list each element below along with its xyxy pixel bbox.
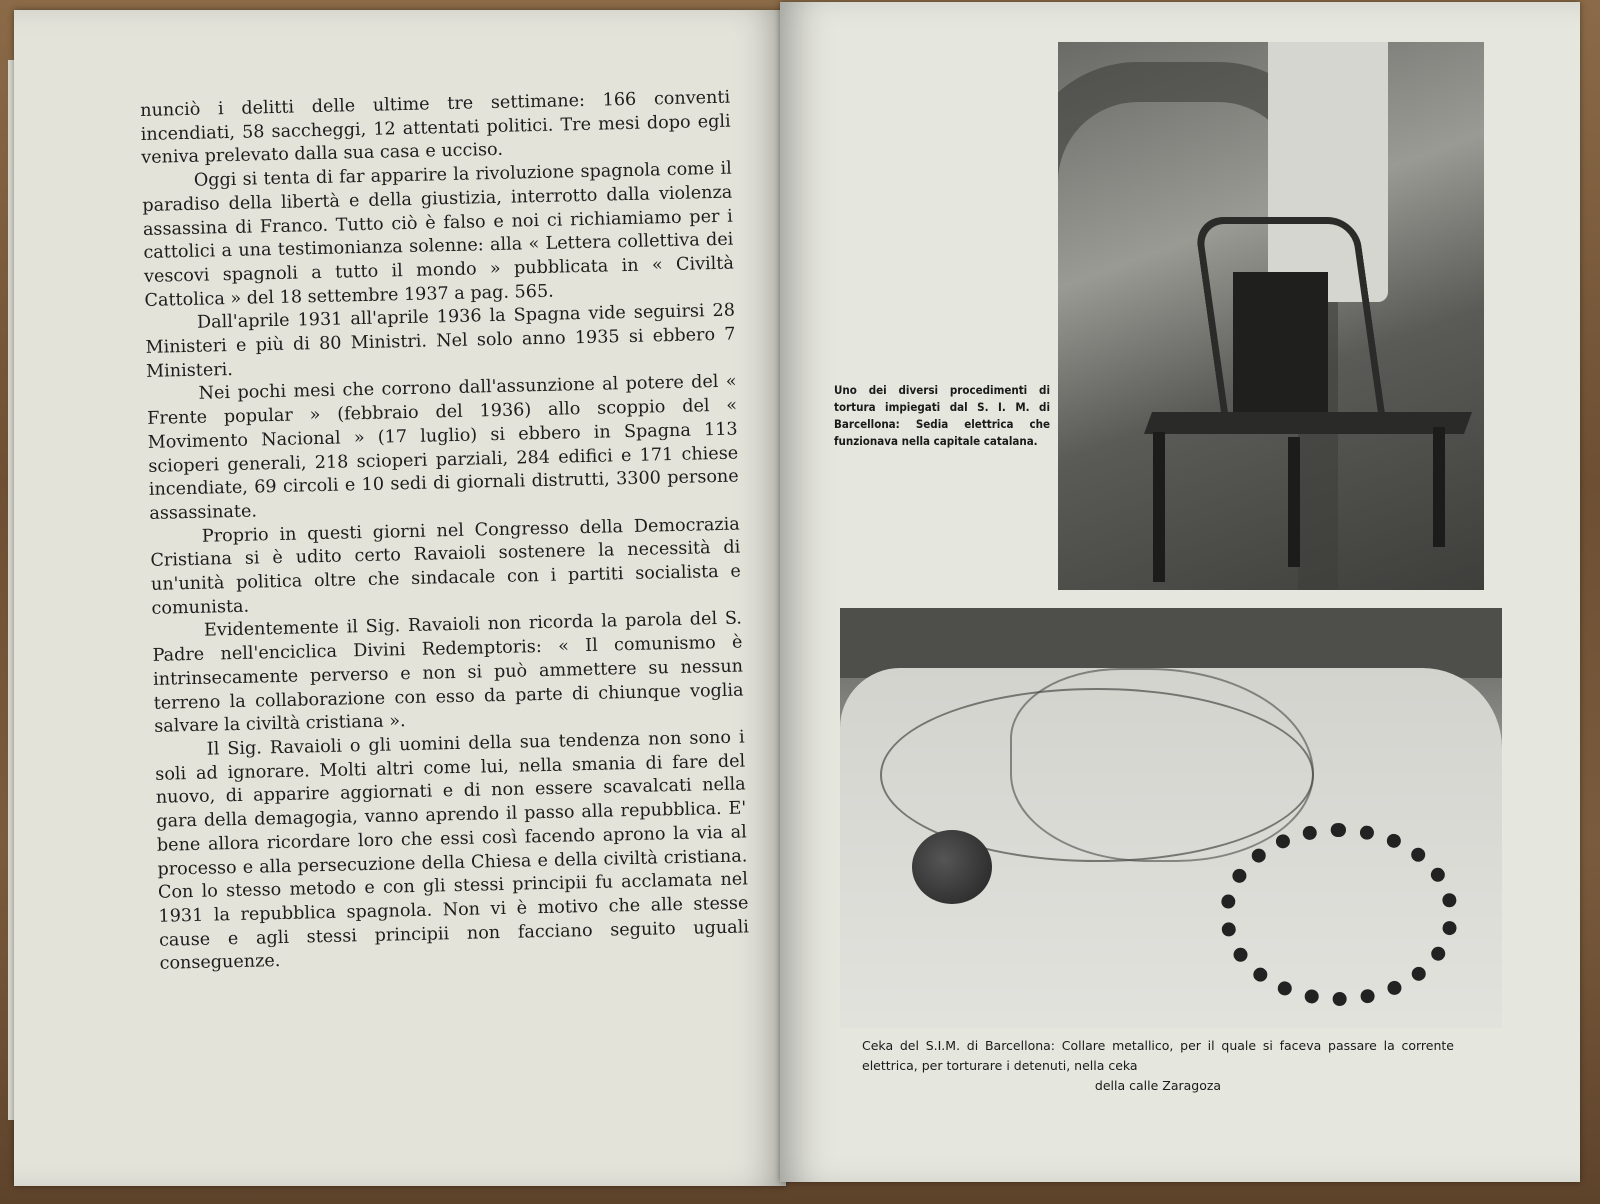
paragraph: Proprio in questi giorni nel Congresso della Democrazia Cristiana si è udito certo Ravaioli sostenere la necessità di un'unità politica oltre che sindacale con i partiti socialista e comunista. — [150, 514, 742, 619]
caption-2-main: Ceka del S.I.M. di Barcellona: Collare metallico, per il quale si faceva passare la corrente elettrica, per torturare i detenuti, nella ceka — [862, 1038, 1454, 1073]
paragraph: Il Sig. Ravaioli o gli uomini della sua tendenza non sono i soli ad ignorare. Molti altri come lui, nella smania di fare del nuovo, di apparire aggiornati e di non essere scavalcati nella gara della demagogia, vanno aprendo il passo alla repubblica. E' bene allora ricordare loro che essi così facendo aprono la via al processo e alla persecuzione della Chiesa e della civiltà cristiana. Con lo stesso metodo e con gli stessi principii fu acclamata nel 1931 la repubblica spagnola. Non vi è motivo che alle stesse cause e agli stessi principii non facciano seguito uguali conseguenze. — [155, 727, 750, 975]
paragraph: Dall'aprile 1931 all'aprile 1936 la Spagna vide seguirsi 28 Ministeri e più di 80 Ministri. Nel solo anno 1935 si ebbero 7 Ministeri. — [145, 300, 736, 382]
left-page-text — [140, 87, 750, 977]
caption-2-last-line: della calle Zaragoza — [1094, 1078, 1222, 1093]
paragraph: nunciò i delitti delle ultime tre settimane: 166 conventi incendiati, 58 saccheggi, 12 attentati politici. Tre mesi dopo egli veniva prelevato dalla sua casa e ucciso. — [140, 87, 731, 169]
photo-caption-1: Uno dei diversi procedimenti di tortura impiegati dal S. I. M. di Barcellona: Sedia elettrica che funzionava nella capitale catalana. — [834, 383, 1050, 448]
metal-collar-photo — [840, 608, 1502, 1028]
electric-chair-photo — [1058, 42, 1484, 590]
photo-caption-2 — [862, 1036, 1454, 1096]
paragraph: Evidentemente il Sig. Ravaioli non ricorda la parola del S. Padre nell'enciclica Divini Redemptoris: « Il comunismo è intrinsecamente perverso e non si può ammettere su nessun terreno la collaborazione con esso da parte di chiunque voglia salvare la civiltà cristiana ». — [152, 608, 744, 738]
paragraph: Oggi si tenta di far apparire la rivoluzione spagnola come il paradiso della libertà e della giustizia, interrotto dalla violenza assassina di Franco. Tutto ciò è falso e noi ci richiamiamo per i cattolici a una testimonianza solenne: alla « Lettera collettiva dei vescovi spagnoli a tutto il mondo » pubblicata in « Civiltà Cattolica » del 18 settembre 1937 a pag. 565. — [142, 158, 735, 311]
paragraph: Nei pochi mesi che corrono dall'assunzione al potere del « Frente popular » (febbraio del 1936) allo scoppio del « Movimento Nacional » (17 luglio) si ebbero in Spagna 113 scioperi generali, 218 scioperi parziali, 284 edifici e 171 chiese incendiate, 69 circoli e 10 sedi di giornali distrutti, 3300 persone assassinate. — [147, 371, 739, 524]
